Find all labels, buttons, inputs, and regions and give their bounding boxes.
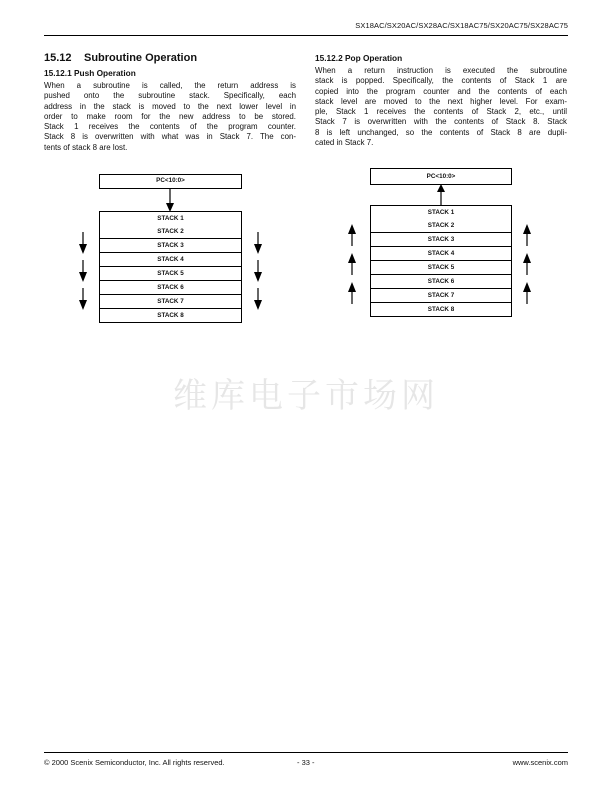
pop-line: Stack 7 is overwritten with the contents of Stack 8. Stack — [315, 117, 567, 127]
pop-line: stack is popped. Specifically, the contents of Stack 1 are — [315, 76, 567, 86]
left-column — [44, 52, 296, 153]
pop-line: copied into the program counter and the contents of each — [315, 86, 567, 96]
push-heading: 15.12.1 Push Operation — [44, 68, 136, 78]
pop-stack-row: STACK 2 — [370, 219, 512, 233]
push-stack-row: STACK 4 — [99, 253, 242, 267]
push-line: Stack 8 is overwritten with what was in Stack 7. The con- — [44, 132, 296, 142]
pop-right-up-arrow-icon — [522, 224, 532, 246]
footer-copyright: © 2000 Scenix Semiconductor, Inc. All rights reserved. — [44, 758, 225, 767]
push-right-down-arrow-icon — [253, 260, 263, 282]
pop-left-up-arrow-icon — [347, 253, 357, 275]
pop-stack-to-pc-arrow-icon — [435, 184, 447, 206]
push-left-down-arrow-icon — [78, 288, 88, 310]
pop-line: ple, Stack 1 receives the contents of Stack 2, etc., until — [315, 107, 567, 117]
push-stack-row: STACK 1 — [99, 211, 242, 226]
pop-left-up-arrow-icon — [347, 282, 357, 304]
push-left-down-arrow-icon — [78, 232, 88, 254]
push-stack-row: STACK 7 — [99, 295, 242, 309]
push-pc-to-stack-arrow-icon — [164, 189, 176, 213]
push-left-down-arrow-icon — [78, 260, 88, 282]
header-rule — [44, 35, 568, 36]
pop-right-up-arrow-icon — [522, 282, 532, 304]
section-number: 15.12 — [44, 52, 72, 64]
push-stack-row: STACK 5 — [99, 267, 242, 281]
section-title-text: Subroutine Operation — [84, 52, 198, 64]
pop-stack-row: STACK 3 — [370, 233, 512, 247]
pop-right-up-arrow-icon — [522, 253, 532, 275]
pop-heading: 15.12.2 Pop Operation — [315, 53, 403, 63]
header-part-numbers: SX18AC/SX20AC/SX28AC/SX18AC75/SX20AC75/SX28AC75 — [355, 21, 568, 30]
push-line: address in the stack is moved to the next lower level in — [44, 101, 296, 111]
footer-rule — [44, 752, 568, 753]
push-line: order to make room for the new address to be stored. — [44, 111, 296, 121]
pop-line: When a return instruction is executed the subroutine — [315, 66, 567, 75]
push-paragraph — [44, 81, 296, 153]
push-pc-box: PC<10:0> — [99, 174, 242, 189]
pop-paragraph — [315, 66, 567, 148]
section-title — [44, 52, 296, 64]
pop-line: cated in Stack 7. — [315, 138, 374, 148]
footer-page-number: - 33 - — [297, 758, 315, 767]
pop-line: 8 is left unchanged, so the contents of Stack 8 are dupli- — [315, 127, 567, 137]
push-line: tents of stack 8 are lost. — [44, 142, 128, 152]
pop-stack-row: STACK 5 — [370, 261, 512, 275]
pop-stack-row: STACK 4 — [370, 247, 512, 261]
push-stack-row: STACK 6 — [99, 281, 242, 295]
push-line: When a subroutine is called, the return address is — [44, 81, 296, 90]
watermark: 维库电子市场网 — [173, 376, 439, 416]
footer-website: www.scenix.com — [512, 758, 568, 767]
push-stack-row: STACK 8 — [99, 309, 242, 323]
push-line: Stack 1 receives the contents of the program counter. — [44, 122, 296, 132]
push-stack-row: STACK 3 — [99, 239, 242, 253]
pop-left-up-arrow-icon — [347, 224, 357, 246]
pop-stack-row: STACK 6 — [370, 275, 512, 289]
pop-stack-row: STACK 7 — [370, 289, 512, 303]
pop-pc-box: PC<10:0> — [370, 168, 512, 185]
push-stack-row: STACK 2 — [99, 225, 242, 239]
pop-line: stack level are moved to the next higher level. For exam- — [315, 96, 567, 106]
pop-stack-row: STACK 1 — [370, 205, 512, 220]
right-column — [315, 52, 567, 148]
pop-stack-row: STACK 8 — [370, 303, 512, 317]
push-right-down-arrow-icon — [253, 232, 263, 254]
push-line: pushed onto the subroutine stack. Specifically, each — [44, 91, 296, 101]
push-right-down-arrow-icon — [253, 288, 263, 310]
